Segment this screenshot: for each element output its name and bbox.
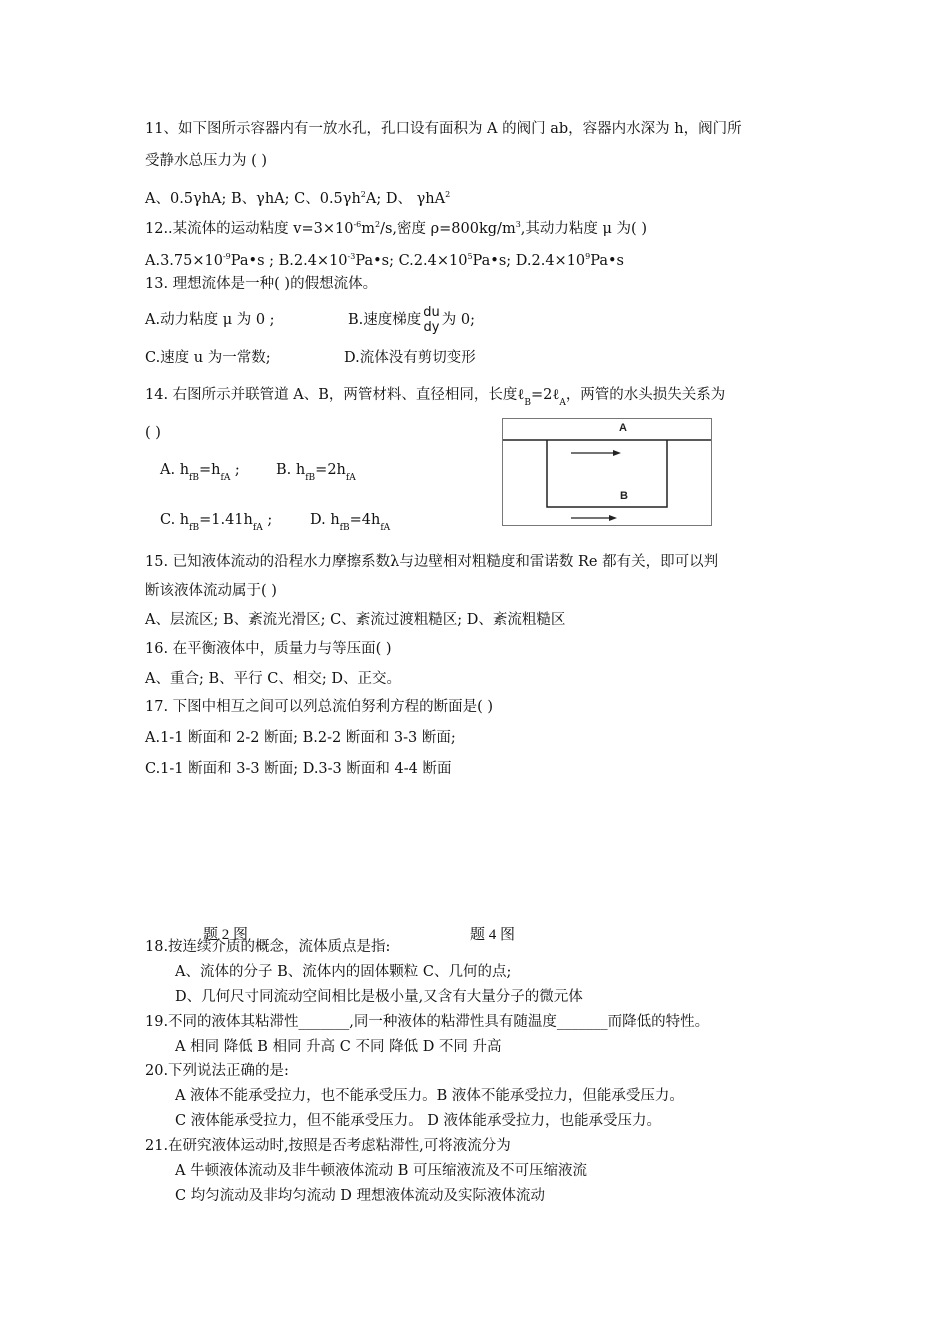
q15-line1: 15. 已知液体流动的沿程水力摩擦系数λ与边壁相对粗糙度和雷诺数 Re 都有关，即可以判 xyxy=(145,554,719,570)
q14-option-a: A. $h_{fB}=h_{fA}$ ; xyxy=(160,462,240,483)
q15-line2: 断该液体流动属于( ) xyxy=(145,583,277,599)
q15-options: A、层流区; B、紊流光滑区; C、紊流过渡粗糙区; D、紊流粗糙区 xyxy=(145,612,566,628)
pipe-b-loop xyxy=(547,440,667,507)
q12-options: $A.3.75\times 10^{-9}Pa•s$ ; $B.2.4\times 10^{-3}Pa•s$; $C.2.4\times 10^5Pa•s$; $D.2.4\times 10^9Pa•s$ xyxy=(145,252,624,269)
caption-figure-2: 题 2 图 xyxy=(203,927,249,943)
q16-options: A、重合; B、平行 C、相交; D、正交。 xyxy=(145,671,401,687)
q17-options-cd: C.1-1 断面和 3-3 断面; D.3-3 断面和 4-4 断面 xyxy=(145,761,452,777)
q21-options-cd: C 均匀流动及非均匀流动 D 理想液体流动及实际液体流动 xyxy=(175,1188,546,1204)
q17-options-ab: A.1-1 断面和 2-2 断面; B.2-2 断面和 3-3 断面; xyxy=(145,730,456,746)
q14-stem: 14. 右图所示并联管道 A、B，两管材料、直径相同，长度ℓ$_B$=2ℓ$_A$，两管的水头损失关系为 xyxy=(145,387,726,408)
parallel-pipes-svg xyxy=(503,419,711,525)
q19-stem: 19.不同的液体其粘滞性_______,同一种液体的粘滞性具有随温度_______而降低的特性。 xyxy=(145,1014,710,1030)
q20-stem: 20.下列说法正确的是: xyxy=(145,1063,289,1079)
q11-options: A、0.5γhA; B、γhA; C、$0.5\gamma h^2A$; D、 γhA$^2$ xyxy=(145,190,451,207)
du-dy-fraction: du dy xyxy=(423,305,440,335)
q17-stem: 17. 下图中相互之间可以列总流伯努利方程的断面是( ) xyxy=(145,699,494,715)
caption-figure-4: 题 4 图 xyxy=(470,927,516,943)
q14-option-d: D. $h_{fB}=4h_{fA}$ xyxy=(310,512,391,533)
pipe-a-label: A xyxy=(619,422,627,434)
q14-option-c: C. $h_{fB}=1.41h_{fA}$ ; xyxy=(160,512,273,533)
q18-option-d: D、几何尺寸同流动空间相比是极小量,又含有大量分子的微元体 xyxy=(175,989,583,1005)
q13-stem: 13. 理想流体是一种( )的假想流体。 xyxy=(145,276,378,292)
q14-paren: ( ) xyxy=(145,425,161,441)
q18-stem: 18.按连续介质的概念，流体质点是指: xyxy=(145,939,391,955)
pipe-b-label: B xyxy=(620,490,628,502)
q20-options-cd: C 液体能承受拉力，但不能承受压力。 D 液体能承受拉力，也能承受压力。 xyxy=(175,1113,662,1129)
q16-stem: 16. 在平衡液体中，质量力与等压面( ) xyxy=(145,641,392,657)
q21-options-ab: A 牛顿液体流动及非牛顿液体流动 B 可压缩液流及不可压缩液流 xyxy=(175,1163,587,1179)
q13-option-c: C.速度 u 为一常数; xyxy=(145,350,271,366)
q12-stem: 12..某流体的运动粘度 $v=3\times 10^{-6}m^2/s$,密度 $\rho=800kg/m^3$,其动力粘度 μ 为( ) xyxy=(145,220,647,237)
q18-options-abc: A、流体的分子 B、流体内的固体颗粒 C、几何的点; xyxy=(175,964,512,980)
q13-option-b: B.速度梯度 du dy 为 0; xyxy=(348,305,475,335)
flow-arrow-upper-head xyxy=(613,450,621,456)
q19-options: A 相同 降低 B 相同 升高 C 不同 降低 D 不同 升高 xyxy=(175,1039,502,1055)
q13-option-a: A.动力粘度 μ 为 0 ; xyxy=(145,312,275,328)
q11-line2: 受静水总压力为 ( ) xyxy=(145,153,268,169)
q11-line1: 11、如下图所示容器内有一放水孔，孔口设有面积为 A 的阀门 ab，容器内水深为 h，阀门所 xyxy=(145,121,742,137)
q14-option-b: B. $h_{fB}=2h_{fA}$ xyxy=(276,462,356,483)
flow-arrow-lower-head xyxy=(609,515,617,521)
parallel-pipes-diagram xyxy=(502,418,712,526)
q13-option-d: D.流体没有剪切变形 xyxy=(344,350,476,366)
q20-options-ab: A 液体不能承受拉力，也不能承受压力。B 液体不能承受拉力，但能承受压力。 xyxy=(175,1088,684,1104)
q21-stem: 21.在研究液体运动时,按照是否考虑粘滞性,可将液流分为 xyxy=(145,1138,511,1154)
